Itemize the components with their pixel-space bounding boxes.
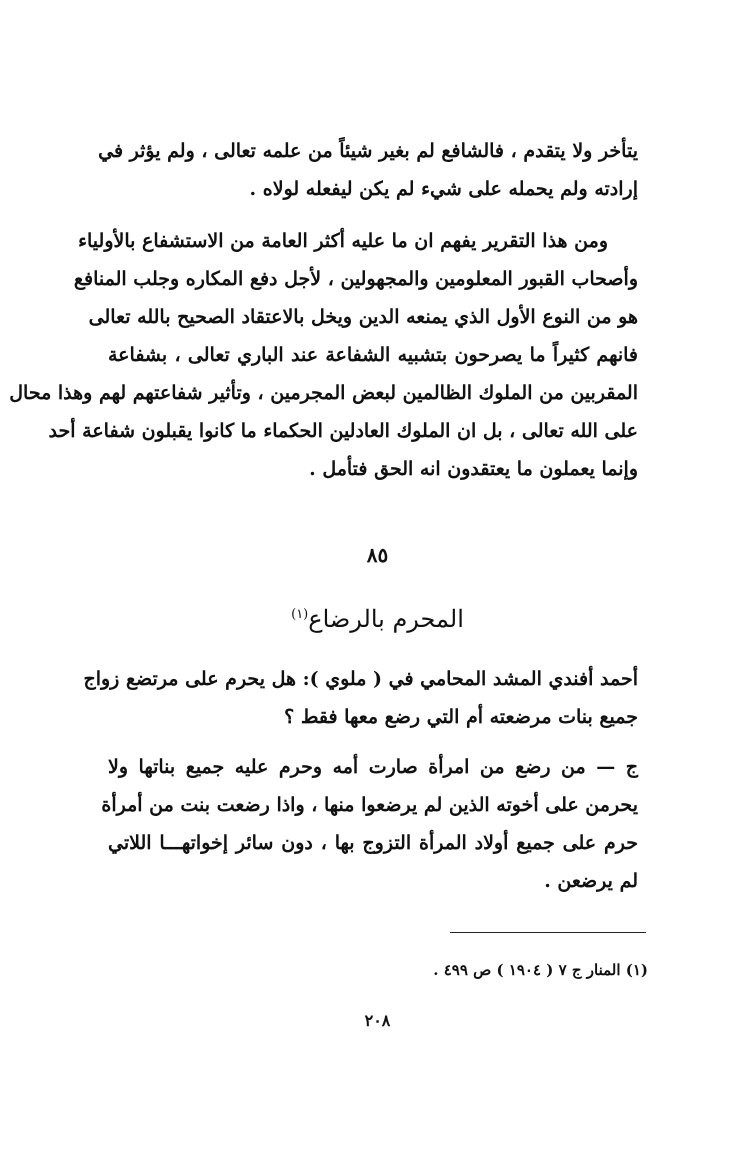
paragraph-continuation [98,132,638,208]
text-line: وإنما يعملون ما يعتقدون انه الحق فتأمل . [309,458,638,480]
text-line: هو من النوع الأول الذي يمنعه الدين ويخل بالاعتقاد الصحيح بالله تعالى [88,306,638,328]
text-line: يتأخر ولا يتقدم ، فالشافع لم بغير شيئاً من علمه تعالى ، ولم يؤثر في [98,140,638,162]
section-number: ٨٥ [366,543,389,567]
text-line: أحمد أفندي المشد المحامي في ( ملوي ): هل يحرم على مرتضع زواج [83,668,638,690]
section-title [0,597,755,641]
section-title-text: المحرم بالرضاع [308,605,464,633]
text-line: فانهم كثيراً ما يصرحون بتشبيه الشفاعة عند الباري تعالى ، بشفاعة [108,344,638,366]
footnote-divider [450,932,646,933]
text-line: إرادته ولم يحمله على شيء لم يكن ليفعله لولاه . [249,178,638,200]
footnote-marker: (١) [291,607,309,622]
text-line: ومن هذا التقرير يفهم ان ما عليه أكثر العامة من الاستشفاع بالأولياء [78,230,608,252]
answer-block [101,748,638,900]
text-line: جميع بنات مرضعته أم التي رضع معها فقط ؟ [284,706,638,728]
text-line: المقربين من الملوك الظالمين لبعض المجرمين ، وتأثير شفاعتهم لهم وهذا محال [9,382,638,404]
question-block [83,660,638,736]
footnote: (١) المنار ج ٧ ( ١٩٠٤ ) ص ٤٩٩ . [433,961,648,979]
paragraph-intercession [9,222,638,488]
text-line: حرم على جميع أولاد المرأة التزوج بها ، دون سائر إخواتهـــا اللاتي [108,832,638,854]
page-number: ٢٠٨ [364,1011,391,1030]
text-line: لم يرضعن . [544,870,638,892]
text-line: يحرمن على أخوته الذين لم يرضعوا منها ، واذا رضعت بنت من أمرأة [101,794,638,816]
text-line: وأصحاب القبور المعلومين والمجهولين ، لأجل دفع المكاره وجلب المنافع [73,268,638,290]
text-line: ج — من رضع من امرأة صارت أمه وحرم عليه جميع بناتها ولا [108,756,638,778]
text-line: على الله تعالى ، بل ان الملوك العادلين الحكماء ما كانوا يقبلون شفاعة أحد [48,420,638,442]
